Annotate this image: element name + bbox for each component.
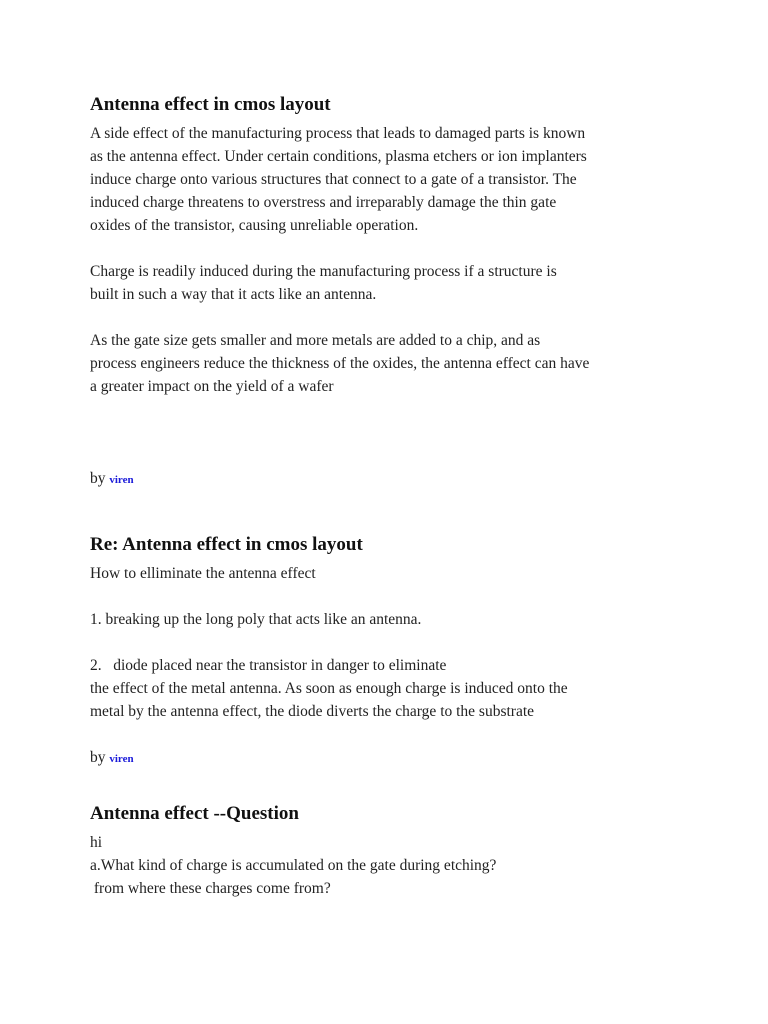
author-link[interactable]: viren <box>109 474 134 486</box>
post-paragraph <box>90 329 650 398</box>
byline <box>90 746 650 771</box>
text-line: a greater impact on the yield of a wafer <box>90 378 334 395</box>
post-title: Re: Antenna effect in cmos layout <box>90 534 363 555</box>
text-line: metal by the antenna effect, the diode diverts the charge to the substrate <box>90 703 535 720</box>
text-line: Charge is readily induced during the manufacturing process if a structure is <box>90 263 557 280</box>
post-1 <box>90 92 650 492</box>
text-line: 1. breaking up the long poly that acts like an antenna. <box>90 611 422 628</box>
text-line: A side effect of the manufacturing process that leads to damaged parts is known <box>90 125 586 142</box>
text-line: built in such a way that it acts like an antenna. <box>90 286 377 303</box>
post-paragraph <box>90 562 650 585</box>
post-title: Antenna effect --Question <box>90 803 299 824</box>
post-paragraph <box>90 831 650 900</box>
text-line: a.What kind of charge is accumulated on the gate during etching? <box>90 857 497 874</box>
text-line: process engineers reduce the thickness of the oxides, the antenna effect can have <box>90 355 590 372</box>
post-paragraph <box>90 260 650 306</box>
text-line: induced charge threatens to overstress and irreparably damage the thin gate <box>90 194 557 211</box>
post-paragraph <box>90 608 650 631</box>
post-2 <box>90 532 650 771</box>
text-line: as the antenna effect. Under certain conditions, plasma etchers or ion implanters <box>90 148 587 165</box>
text-line: How to elliminate the antenna effect <box>90 565 316 582</box>
text-line: from where these charges come from? <box>90 880 331 897</box>
byline-label: by <box>90 749 106 766</box>
text-line: the effect of the metal antenna. As soon as enough charge is induced onto the <box>90 680 568 697</box>
text-line: As the gate size gets smaller and more metals are added to a chip, and as <box>90 332 541 349</box>
text-line: hi <box>90 834 103 851</box>
post-3 <box>90 801 650 900</box>
post-paragraph <box>90 122 650 237</box>
document-page <box>90 92 650 900</box>
text-line: induce charge onto various structures that connect to a gate of a transistor. The <box>90 171 577 188</box>
post-paragraph <box>90 654 650 723</box>
author-link[interactable]: viren <box>109 753 134 765</box>
byline <box>90 467 650 492</box>
post-title: Antenna effect in cmos layout <box>90 94 331 115</box>
byline-label: by <box>90 470 106 487</box>
text-line: oxides of the transistor, causing unreliable operation. <box>90 217 419 234</box>
text-line: 2. diode placed near the transistor in danger to eliminate <box>90 657 447 674</box>
